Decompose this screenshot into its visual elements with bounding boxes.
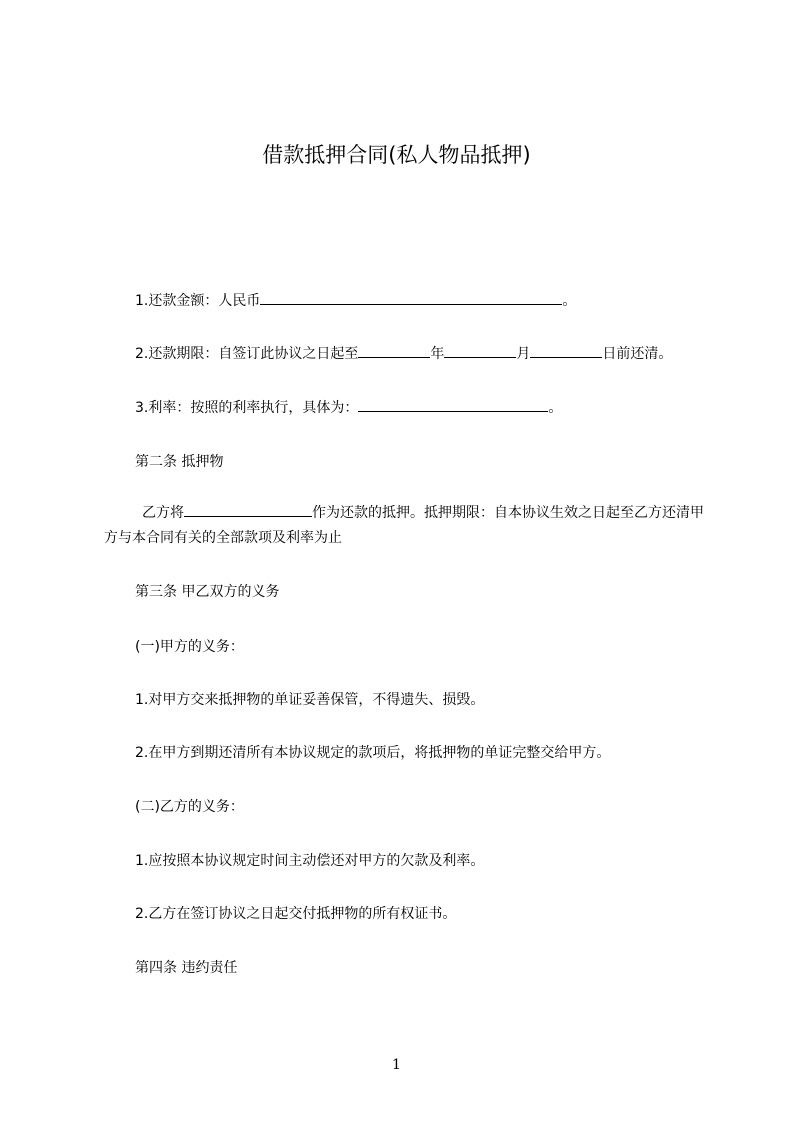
party-b-obligation-item: 1.应按照本协议规定时间主动偿还对甲方的欠款及利率。 xyxy=(135,853,485,869)
document-title: 借款抵押合同(私人物品抵押) xyxy=(262,143,531,167)
article-2-heading: 第二条 抵押物 xyxy=(135,454,224,470)
repayment-day-blank xyxy=(530,342,602,358)
page-number: 1 xyxy=(392,1057,401,1073)
repayment-amount-blank xyxy=(260,289,562,305)
interest-rate-suffix: 。 xyxy=(548,400,563,416)
interest-rate-line xyxy=(135,396,562,419)
party-a-obligations-heading: (一)甲方的义务： xyxy=(135,639,244,655)
repayment-term-line xyxy=(135,342,672,365)
party-b-obligations-heading: (二)乙方的义务： xyxy=(135,799,244,815)
party-a-obligation-item: 1.对甲方交来抵押物的单证妥善保管，不得遗失、损毁。 xyxy=(135,692,485,708)
article-4-heading: 第四条 违约责任 xyxy=(135,960,238,976)
party-b-obligation-item: 2.乙方在签订协议之日起交付抵押物的所有权证书。 xyxy=(135,906,457,922)
repayment-year-label: 年 xyxy=(430,346,445,362)
collateral-blank xyxy=(184,501,312,517)
article-2-body-text: 作为还款的抵押。抵押期限：自本协议生效之日起至乙方还清甲方与本合同有关的全部款项及利率为止 xyxy=(104,505,704,546)
repayment-year-blank xyxy=(358,342,430,358)
repayment-amount-line xyxy=(135,289,576,312)
article-2-body-prefix: 乙方将 xyxy=(142,505,184,521)
repayment-month-blank xyxy=(444,342,516,358)
repayment-amount-label: 1.还款金额：人民币 xyxy=(135,293,261,309)
interest-rate-blank xyxy=(358,396,548,412)
repayment-month-label: 月 xyxy=(516,346,531,362)
party-a-obligation-item: 2.在甲方到期还清所有本协议规定的款项后，将抵押物的单证完整交给甲方。 xyxy=(135,745,611,761)
repayment-term-suffix: 日前还清。 xyxy=(602,346,673,362)
interest-rate-label: 3.利率：按照的利率执行，具体为： xyxy=(135,400,359,416)
article-3-heading: 第三条 甲乙双方的义务 xyxy=(135,584,280,600)
repayment-amount-suffix: 。 xyxy=(562,293,577,309)
repayment-term-label: 2.还款期限：自签订此协议之日起至 xyxy=(135,346,359,362)
article-2-body xyxy=(104,501,704,551)
